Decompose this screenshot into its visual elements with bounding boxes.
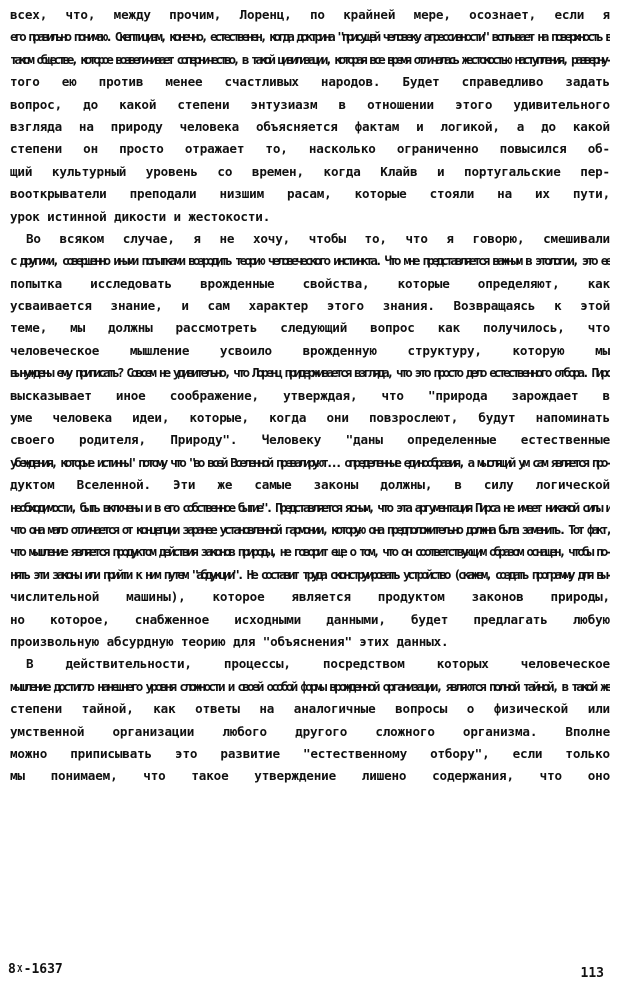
text-line: что мышление является продуктом действия законов природы, не говорит еще о том, что он соответствующим образом оснащен, чтобы по- [10, 544, 610, 560]
text-line: необходимости, быть включены и в его собственное бытие". Представляется ясным, что эта аргументация Пирса не имеет никакой силы и [10, 499, 610, 515]
text-line: таком обществе, которое возвеличивает соперничество, в такой цивилизации, которая все время отличалась жестокостью наступления, разверну- [10, 51, 610, 67]
text-line: с другими, совершенно иными попытками возродить теорию человеческого инстинкта. Что мне представляется важным в этологии, это ее [10, 253, 610, 269]
text-line: умственной организации любого другого сложного организма. Вполне [10, 723, 610, 739]
text-line: его правильно понимаю. Скептицизм, конечно, естественен, когда доктрина "присущей человеку агрессивности" всплывает на поверхность в [10, 29, 610, 45]
text-line: урок истинной дикости и жестокости. [10, 208, 271, 224]
text-line: щий культурный уровень со времен, когда Клайв и португальские пер- [10, 163, 610, 179]
text-line: вынуждены ему приписать? Совсем не удивительно, что Лоренц придерживается взгляда, что это просто дело естественного отбора. Пирс [10, 365, 610, 381]
text-line: Во всяком случае, я не хочу, чтобы то, что я говорю, смешивали [26, 230, 610, 246]
text-line: своего родителя, Природу". Человеку "даны определенные естественные [10, 432, 610, 448]
text-line: того ею против менее счастливых народов. Будет справедливо задать [10, 74, 610, 90]
text-line: можно приписывать это развитие "естественному отбору", если только [10, 745, 610, 761]
text-line: усваивается знание, и сам характер этого знания. Возвращаясь к этой [10, 298, 610, 314]
text-line: взгляда на природу человека объясняется фактам и логикой, а до какой [10, 118, 610, 134]
text-line: попытка исследовать врожденные свойства, которые определяют, как [10, 275, 610, 291]
text-line: дуктом Вселенной. Эти же самые законы должны, в силу логической [10, 477, 610, 493]
text-line: В действительности, процессы, посредством которых человеческое [26, 656, 610, 672]
printer-signature: 8ᵡ-1637 [8, 962, 63, 977]
text-line: произвольную абсурдную теорию для "объяснения" этих данных. [10, 633, 449, 649]
text-line: высказывает иное соображение, утверждая, что "природа зарождает в [10, 387, 610, 403]
text-line: вопрос, до какой степени энтузиазм в отношении этого удивительного [10, 96, 610, 112]
text-line: нять эти законы или прийти к ним путем "абдукции". Не составит труда сконструировать устройство (скажем, создать программу для вы- [10, 566, 610, 582]
text-line: что она мало отличается от концепции заранее установленной гармонии, которую она предположительно должна была заменить. Тот факт, [10, 521, 610, 537]
text-line: вооткрыватели преподали низшим расам, которые стояли на их пути, [10, 186, 610, 202]
text-line: теме, мы должны рассмотреть следующий вопрос как получилось, что [10, 320, 610, 336]
text-line: всех, что, между прочим, Лоренц, по крайней мере, осознает, если я [10, 7, 610, 22]
text-line: степени он просто отражает то, насколько ограниченно повысился об- [10, 141, 610, 157]
text-line: степени тайной, как ответы на аналогичные вопросы о физической или [10, 701, 610, 717]
text-line: мы понимаем, что такое утверждение лишено содержания, что оно [10, 768, 610, 784]
text-line: человеческое мышление усвоило врожденную структуру, которую мы [10, 342, 610, 358]
text-line: уме человека идеи, которые, когда они повзрослеют, будут напоминать [10, 410, 610, 426]
text-line: числительной машины), которое является продуктом законов природы, [10, 589, 610, 605]
body-text [10, 4, 610, 788]
text-line: убеждения, которые истинны" потому что "во всей Вселенной превалируют... определенные единообразия, а мыслящий ум сам является про- [10, 454, 610, 470]
text-line: мышление достигло нанешнего уровня сложности и своей особой формы врожденной организации, являются полной тайной, в такой же [10, 678, 610, 694]
text-line: но которое, снабженное исходными данными, будет предлагать любую [10, 611, 610, 627]
page-number: 113 [580, 966, 604, 981]
